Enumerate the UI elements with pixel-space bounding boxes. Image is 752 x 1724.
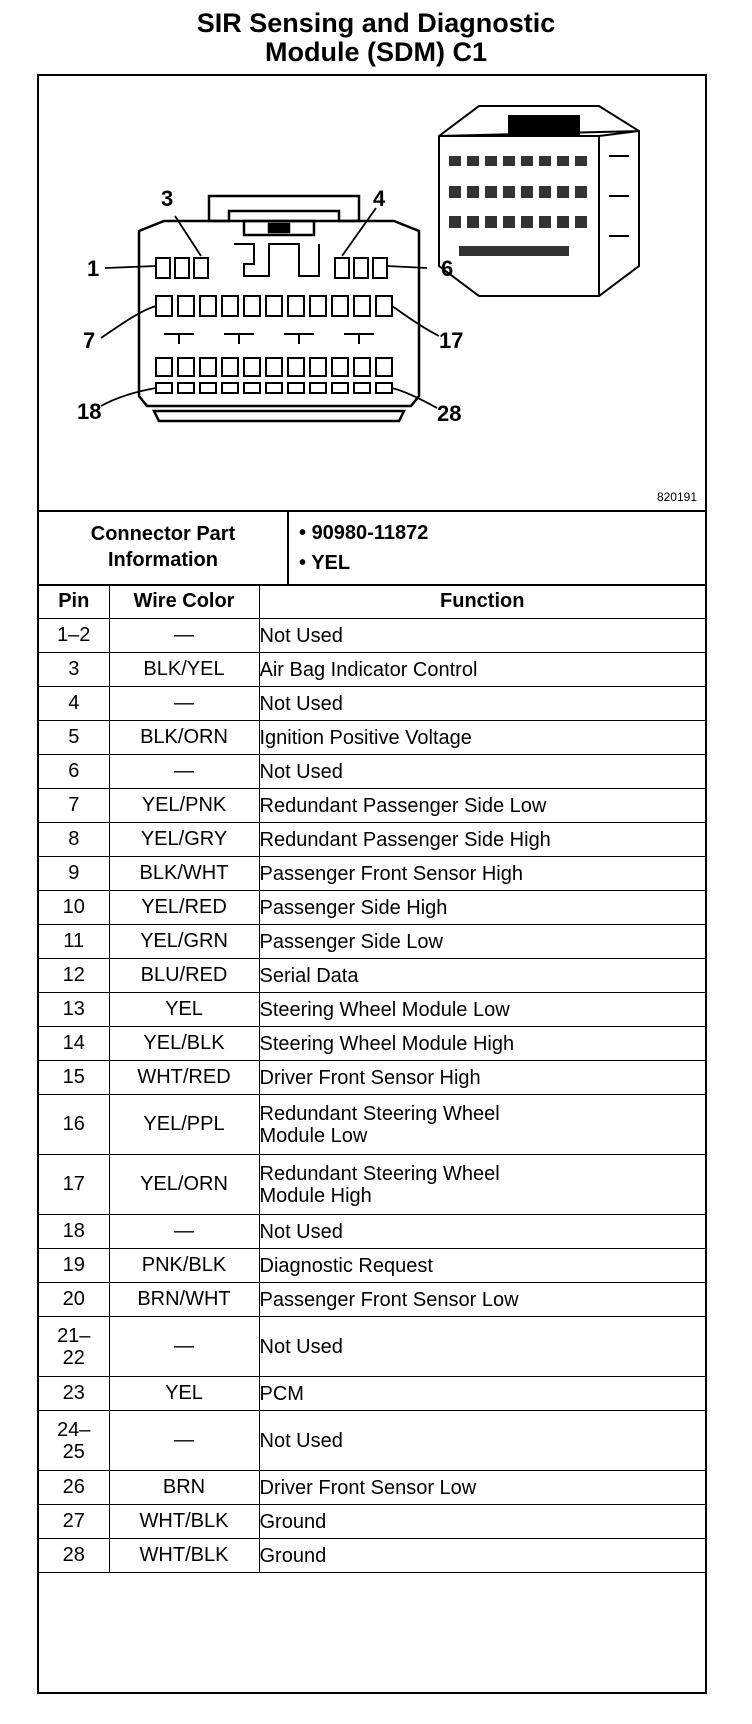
pin-function: Not Used	[259, 1215, 705, 1249]
wire-color: YEL/GRY	[109, 823, 259, 857]
pin-function: Air Bag Indicator Control	[259, 653, 705, 687]
pin-number: 1–2	[39, 619, 109, 653]
table-row	[39, 1027, 705, 1061]
pin-function: Diagnostic Request	[259, 1249, 705, 1283]
wire-color: YEL/ORN	[109, 1155, 259, 1215]
bottom-row-pins	[156, 358, 392, 393]
pin-function: Passenger Side Low	[259, 925, 705, 959]
table-row	[39, 1249, 705, 1283]
table-row	[39, 1155, 705, 1215]
connector-part-values	[299, 518, 428, 578]
table-row	[39, 823, 705, 857]
pin-number: 5	[39, 721, 109, 755]
pin-number: 18	[39, 1215, 109, 1249]
pin-number: 13	[39, 993, 109, 1027]
callout-pin-1: 1	[87, 256, 100, 281]
wire-color: BLU/RED	[109, 959, 259, 993]
pin-function: Passenger Side High	[259, 891, 705, 925]
table-row	[39, 1061, 705, 1095]
pin-function: Redundant Passenger Side Low	[259, 789, 705, 823]
connector-face-drawing	[39, 76, 705, 510]
wire-color: BRN	[109, 1471, 259, 1505]
wire-color: BRN/WHT	[109, 1283, 259, 1317]
pin-number: 12	[39, 959, 109, 993]
pin-function: Ground	[259, 1505, 705, 1539]
table-header-row	[39, 584, 705, 619]
pin-function: Not Used	[259, 1411, 705, 1471]
pin-function: Not Used	[259, 755, 705, 789]
pin-function: Not Used	[259, 1317, 705, 1377]
callout-pin-7: 7	[83, 328, 96, 353]
pin-function: Redundant Steering Wheel Module Low	[259, 1095, 705, 1155]
wire-color: YEL/GRN	[109, 925, 259, 959]
table-row	[39, 1539, 705, 1573]
pin-function: Ignition Positive Voltage	[259, 721, 705, 755]
table-row	[39, 1411, 705, 1471]
connector-3d-icon	[439, 106, 639, 296]
wire-color: —	[109, 1215, 259, 1249]
callout-pin-18: 18	[77, 399, 102, 424]
wire-color: YEL/BLK	[109, 1027, 259, 1061]
header-pin: Pin	[39, 584, 109, 619]
callout-pin-4: 4	[373, 186, 386, 211]
wire-color: —	[109, 755, 259, 789]
page-title-line-2: Module (SDM) C1	[265, 37, 487, 67]
pin-number: 20	[39, 1283, 109, 1317]
table-row	[39, 1215, 705, 1249]
table-row	[39, 619, 705, 653]
pin-function: Not Used	[259, 619, 705, 653]
wire-color: WHT/BLK	[109, 1539, 259, 1573]
pin-function: Passenger Front Sensor Low	[259, 1283, 705, 1317]
pin-number: 10	[39, 891, 109, 925]
table-row	[39, 1377, 705, 1411]
wire-color: —	[109, 619, 259, 653]
pin-number: 17	[39, 1155, 109, 1215]
pin-number: 26	[39, 1471, 109, 1505]
pin-function: Passenger Front Sensor High	[259, 857, 705, 891]
header-wire-color: Wire Color	[109, 584, 259, 619]
pin-number: 4	[39, 687, 109, 721]
pin-number: 16	[39, 1095, 109, 1155]
pin-number: 23	[39, 1377, 109, 1411]
pin-number: 15	[39, 1061, 109, 1095]
table-row	[39, 1317, 705, 1377]
wire-color: —	[109, 687, 259, 721]
connector-diagram	[39, 76, 705, 512]
pin-function: Steering Wheel Module High	[259, 1027, 705, 1061]
pin-number: 8	[39, 823, 109, 857]
pin-number: 6	[39, 755, 109, 789]
pin-function: Redundant Passenger Side High	[259, 823, 705, 857]
connector-color-item: • YEL	[299, 552, 351, 574]
wire-color: BLK/YEL	[109, 653, 259, 687]
pin-number: 7	[39, 789, 109, 823]
header-function: Function	[259, 584, 705, 619]
table-row	[39, 1505, 705, 1539]
callout-pin-28: 28	[437, 401, 462, 426]
wire-color: YEL/RED	[109, 891, 259, 925]
pin-function: PCM	[259, 1377, 705, 1411]
table-row	[39, 925, 705, 959]
pin-number: 24– 25	[39, 1411, 109, 1471]
pin-number: 14	[39, 1027, 109, 1061]
pin-number: 9	[39, 857, 109, 891]
pin-function: Steering Wheel Module Low	[259, 993, 705, 1027]
pin-number: 27	[39, 1505, 109, 1539]
pin-function: Redundant Steering Wheel Module High	[259, 1155, 705, 1215]
table-row	[39, 653, 705, 687]
callout-pin-17: 17	[439, 328, 464, 353]
connector-color: YEL	[311, 552, 351, 574]
table-row	[39, 959, 705, 993]
connector-part-info	[39, 512, 705, 586]
middle-row-pins	[156, 296, 392, 344]
pin-number: 3	[39, 653, 109, 687]
wire-color: PNK/BLK	[109, 1249, 259, 1283]
page-title-line-1: SIR Sensing and Diagnostic	[196, 8, 556, 38]
wire-color: YEL/PPL	[109, 1095, 259, 1155]
table-row	[39, 687, 705, 721]
pin-function: Serial Data	[259, 959, 705, 993]
connector-part-info-label: Connector Part Information	[39, 512, 289, 584]
wire-color: WHT/RED	[109, 1061, 259, 1095]
wire-color: BLK/ORN	[109, 721, 259, 755]
pin-function: Driver Front Sensor Low	[259, 1471, 705, 1505]
part-number-item: • 90980-11872	[299, 522, 429, 544]
table-row	[39, 891, 705, 925]
pinout-table	[39, 584, 705, 1573]
pin-function: Ground	[259, 1539, 705, 1573]
part-number: 90980-11872	[311, 522, 429, 544]
callout-pin-3: 3	[161, 186, 174, 211]
wire-color: —	[109, 1411, 259, 1471]
table-row	[39, 721, 705, 755]
top-row-pins	[156, 244, 387, 278]
pin-function: Driver Front Sensor High	[259, 1061, 705, 1095]
pin-number: 19	[39, 1249, 109, 1283]
table-row	[39, 993, 705, 1027]
wire-color: BLK/WHT	[109, 857, 259, 891]
wire-color: —	[109, 1317, 259, 1377]
table-row	[39, 755, 705, 789]
pin-number: 21– 22	[39, 1317, 109, 1377]
wire-color: YEL	[109, 993, 259, 1027]
wire-color: YEL	[109, 1377, 259, 1411]
table-row	[39, 789, 705, 823]
connector-frame	[37, 74, 707, 1694]
pin-number: 28	[39, 1539, 109, 1573]
figure-number: 820191	[656, 490, 697, 504]
wire-color: WHT/BLK	[109, 1505, 259, 1539]
table-row	[39, 1283, 705, 1317]
wire-color: YEL/PNK	[109, 789, 259, 823]
callout-pin-6: 6	[441, 256, 454, 281]
pin-number: 11	[39, 925, 109, 959]
table-row	[39, 1095, 705, 1155]
pin-function: Not Used	[259, 687, 705, 721]
table-row	[39, 857, 705, 891]
table-row	[39, 1471, 705, 1505]
